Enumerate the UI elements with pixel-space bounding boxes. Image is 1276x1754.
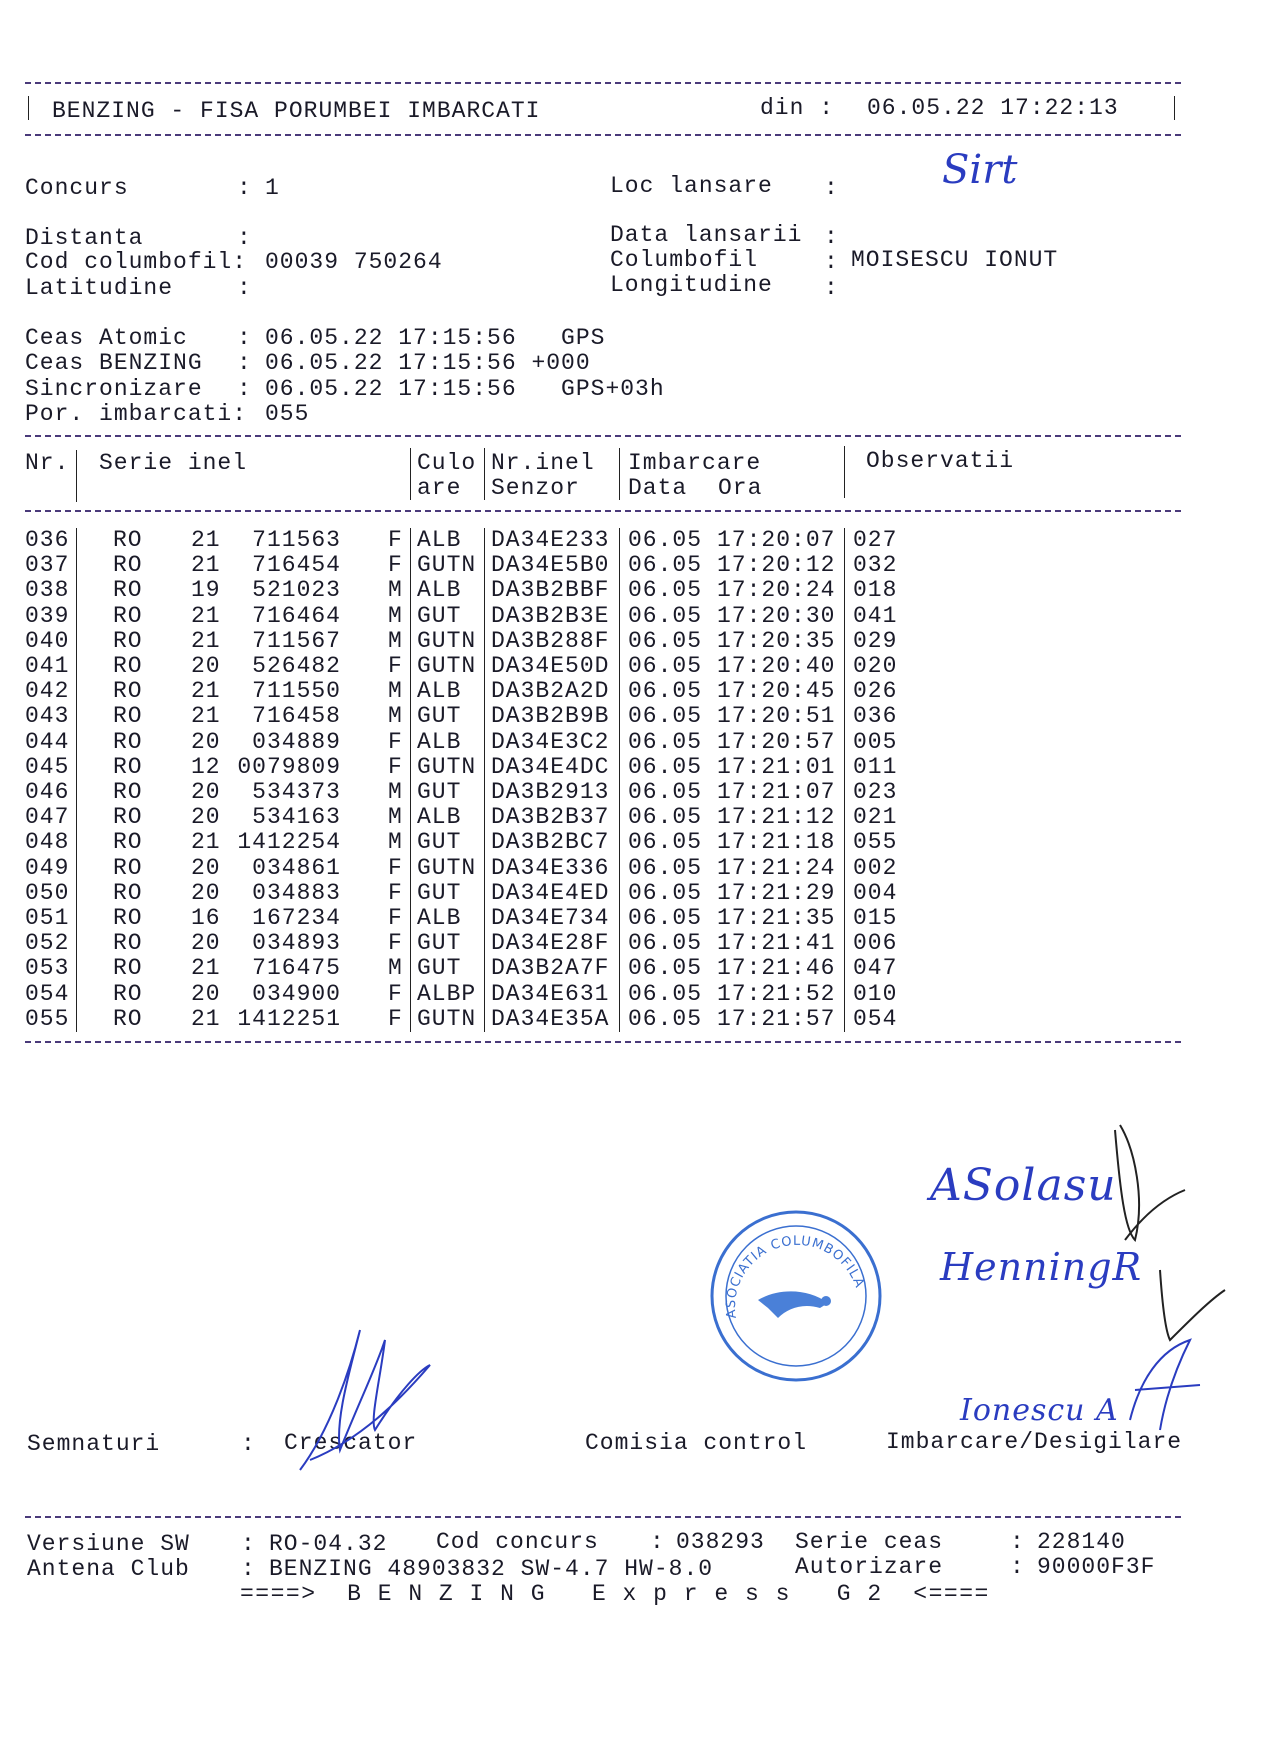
- cell-date: 06.05: [628, 955, 703, 982]
- colon: :: [241, 1531, 256, 1557]
- header-data: Data: [628, 475, 688, 501]
- cell-ring: 034883: [252, 879, 341, 906]
- cell-sex: F: [388, 905, 403, 931]
- table-row: [0, 957, 1276, 982]
- table-row: [0, 602, 1276, 630]
- table-row: [0, 753, 1276, 781]
- cell-time: 17:21:24: [717, 854, 836, 881]
- cell-country: RO: [113, 930, 143, 957]
- cell-date: 06.05: [628, 653, 703, 679]
- serie-ceas-label: Serie ceas: [795, 1529, 944, 1555]
- colon: :: [650, 1529, 665, 1555]
- autorizare-value: 90000F3F: [1037, 1554, 1156, 1580]
- cell-country: RO: [113, 552, 143, 579]
- cell-nr: 046: [25, 779, 70, 805]
- cell-sensor: DA34E734: [491, 905, 610, 931]
- cell-ring: 526482: [252, 653, 341, 679]
- cell-year: 21: [191, 527, 221, 553]
- cell-ring: 034889: [252, 728, 341, 755]
- divider: [25, 134, 1181, 136]
- cell-time: 17:21:41: [717, 930, 836, 957]
- cell-color: ALBP: [417, 980, 477, 1007]
- cell-sensor: DA34E28F: [491, 930, 610, 957]
- data-lansarii-label: Data lansarii: [610, 222, 803, 248]
- concurs-value: 1: [265, 175, 280, 201]
- cell-sensor: DA3B2B9B: [491, 703, 610, 730]
- cell-country: RO: [113, 703, 143, 730]
- cell-year: 21: [191, 955, 221, 982]
- cell-color: ALB: [417, 804, 462, 831]
- table-row: [0, 1005, 1276, 1033]
- table-row: [0, 705, 1276, 730]
- cell-time: 17:20:24: [717, 577, 836, 604]
- header-nr-inel: Nr.inel: [491, 450, 595, 476]
- cell-nr: 036: [25, 527, 70, 553]
- cell-obs: 002: [853, 854, 898, 881]
- cell-year: 20: [191, 653, 221, 679]
- cell-time: 17:20:30: [717, 602, 836, 629]
- cell-time: 17:21:46: [717, 955, 836, 982]
- svg-text:HenningR: HenningR: [940, 1245, 1143, 1289]
- cod-concurs-label: Cod concurs: [436, 1529, 599, 1555]
- cell-time: 17:21:35: [717, 905, 836, 931]
- cell-ring: 716464: [252, 602, 341, 629]
- cell-sensor: DA34E35A: [491, 1005, 610, 1032]
- document-title: BENZING - FISA PORUMBEI IMBARCATI: [52, 98, 541, 124]
- cell-obs: 026: [853, 678, 898, 705]
- cell-country: RO: [113, 779, 143, 805]
- colon: :: [1010, 1554, 1025, 1580]
- colon: :: [237, 376, 252, 402]
- cell-obs: 041: [853, 602, 898, 629]
- cell-sex: M: [388, 703, 403, 730]
- serie-ceas-value: 228140: [1037, 1529, 1126, 1555]
- cell-color: ALB: [417, 728, 462, 755]
- versiune-sw-label: Versiune SW: [27, 1531, 190, 1557]
- cell-year: 21: [191, 829, 221, 856]
- cell-year: 20: [191, 980, 221, 1007]
- sincronizare-label: Sincronizare: [25, 376, 203, 402]
- cell-nr: 050: [25, 879, 70, 906]
- cell-sex: F: [388, 728, 403, 755]
- cell-sensor: DA3B2913: [491, 779, 610, 805]
- header-culoare-2: are: [417, 475, 462, 501]
- colon: :: [824, 175, 839, 201]
- table-row: [0, 980, 1276, 1008]
- cell-time: 17:21:57: [717, 1005, 836, 1032]
- cell-nr: 045: [25, 753, 70, 780]
- table-row: [0, 907, 1276, 932]
- latitudine-label: Latitudine: [25, 275, 174, 301]
- cell-nr: 051: [25, 905, 70, 931]
- table-row: [0, 680, 1276, 705]
- cell-country: RO: [113, 753, 143, 780]
- antena-club-value: BENZING 48903832 SW-4.7 HW-8.0: [269, 1556, 714, 1582]
- cell-sex: M: [388, 678, 403, 705]
- cell-ring: 0079809: [237, 753, 341, 780]
- cell-sensor: DA3B2B3E: [491, 602, 610, 629]
- cell-country: RO: [113, 678, 143, 705]
- cell-sex: M: [388, 804, 403, 831]
- cell-sensor: DA3B2BC7: [491, 829, 610, 856]
- header-senzor: Senzor: [491, 475, 580, 501]
- antena-club-label: Antena Club: [27, 1556, 190, 1582]
- table-row: [0, 831, 1276, 856]
- cell-color: GUT: [417, 779, 462, 805]
- cell-country: RO: [113, 980, 143, 1007]
- cell-obs: 010: [853, 980, 898, 1007]
- columbofil-label: Columbofil: [610, 247, 759, 273]
- cell-nr: 039: [25, 602, 70, 629]
- cell-sensor: DA3B2A7F: [491, 955, 610, 982]
- por-imbarcati-value: 055: [265, 401, 310, 427]
- cell-nr: 040: [25, 627, 70, 654]
- svg-text:Ionescu A: Ionescu A: [960, 1393, 1119, 1428]
- crescator-label: Crescator: [284, 1430, 418, 1456]
- din-label: din :: [760, 95, 835, 121]
- cell-year: 16: [191, 905, 221, 931]
- cell-country: RO: [113, 653, 143, 679]
- cell-date: 06.05: [628, 1005, 703, 1032]
- sincronizare-value: 06.05.22 17:15:56 GPS+03h: [265, 376, 665, 402]
- versiune-sw-value: RO-04.32: [269, 1531, 388, 1557]
- cell-sensor: DA3B2BBF: [491, 577, 610, 604]
- cell-date: 06.05: [628, 753, 703, 780]
- cell-obs: 055: [853, 829, 898, 856]
- cell-obs: 020: [853, 653, 898, 679]
- cell-time: 17:20:40: [717, 653, 836, 679]
- cell-country: RO: [113, 1005, 143, 1032]
- cell-ring: 1412251: [237, 1005, 341, 1032]
- cell-year: 20: [191, 879, 221, 906]
- cell-time: 17:21:18: [717, 829, 836, 856]
- table-row: [0, 806, 1276, 831]
- cell-time: 17:21:29: [717, 879, 836, 906]
- cell-sensor: DA34E3C2: [491, 728, 610, 755]
- table-row: [0, 554, 1276, 579]
- semnaturi-label: Semnaturi: [27, 1431, 161, 1457]
- cell-sensor: DA34E233: [491, 527, 610, 553]
- colon: :: [1010, 1529, 1025, 1555]
- cell-year: 19: [191, 577, 221, 604]
- loc-lansare-label: Loc lansare: [610, 173, 773, 199]
- colon: :: [824, 249, 839, 275]
- ceas-atomic-label: Ceas Atomic: [25, 325, 188, 351]
- cell-country: RO: [113, 602, 143, 629]
- cell-country: RO: [113, 804, 143, 831]
- por-imbarcati-label: Por. imbarcati:: [25, 401, 248, 427]
- cell-nr: 041: [25, 653, 70, 679]
- imbarcare-desigilare-label: Imbarcare/Desigilare: [886, 1429, 1183, 1455]
- svg-text:ASOCIATIA COLUMBOFILA: ASOCIATIA COLUMBOFILA: [723, 1233, 867, 1320]
- crescator-signature: [290, 1310, 440, 1480]
- cell-color: GUTN: [417, 854, 477, 881]
- cell-time: 17:20:35: [717, 627, 836, 654]
- cell-date: 06.05: [628, 854, 703, 881]
- longitudine-label: Longitudine: [610, 272, 773, 298]
- cell-time: 17:20:57: [717, 728, 836, 755]
- cell-obs: 011: [853, 753, 898, 780]
- print-datetime: 06.05.22 17:22:13: [867, 95, 1119, 121]
- cell-sex: M: [388, 829, 403, 856]
- cell-color: GUTN: [417, 753, 477, 780]
- svg-text:ASolasu: ASolasu: [930, 1160, 1117, 1211]
- cell-obs: 036: [853, 703, 898, 730]
- cell-sex: F: [388, 552, 403, 579]
- cell-color: ALB: [417, 527, 462, 553]
- cell-obs: 054: [853, 1005, 898, 1032]
- cell-date: 06.05: [628, 527, 703, 553]
- cell-time: 17:21:52: [717, 980, 836, 1007]
- cell-sex: M: [388, 779, 403, 805]
- divider: [25, 1041, 1181, 1043]
- benzing-express-banner: ====> B E N Z I N G E x p r e s s G 2 <====: [240, 1581, 990, 1607]
- cell-nr: 043: [25, 703, 70, 730]
- cell-nr: 037: [25, 552, 70, 579]
- cell-year: 21: [191, 678, 221, 705]
- cell-sensor: DA34E4DC: [491, 753, 610, 780]
- cell-sensor: DA34E5B0: [491, 552, 610, 579]
- cell-year: 21: [191, 627, 221, 654]
- cell-nr: 038: [25, 577, 70, 604]
- loc-lansare-handwritten: Sirt: [942, 147, 1018, 193]
- ceas-benzing-value: 06.05.22 17:15:56 +000: [265, 350, 591, 376]
- cell-ring: 034861: [252, 854, 341, 881]
- cell-sex: F: [388, 753, 403, 780]
- cell-date: 06.05: [628, 703, 703, 730]
- cell-country: RO: [113, 955, 143, 982]
- cod-columbofil-label: Cod columbofil:: [25, 249, 248, 275]
- cell-sensor: DA3B2A2D: [491, 678, 610, 705]
- cell-color: GUT: [417, 602, 462, 629]
- cell-year: 12: [191, 753, 221, 780]
- cell-sex: F: [388, 854, 403, 881]
- colon: :: [824, 275, 839, 301]
- cell-color: GUT: [417, 955, 462, 982]
- cell-nr: 055: [25, 1005, 70, 1032]
- cell-date: 06.05: [628, 879, 703, 906]
- cell-sex: M: [388, 577, 403, 604]
- cell-year: 21: [191, 552, 221, 579]
- cell-color: GUTN: [417, 627, 477, 654]
- cell-date: 06.05: [628, 779, 703, 805]
- cell-ring: 716475: [252, 955, 341, 982]
- colon: :: [237, 225, 252, 251]
- cell-date: 06.05: [628, 980, 703, 1007]
- cell-date: 06.05: [628, 602, 703, 629]
- cell-time: 17:20:07: [717, 527, 836, 553]
- colon: :: [241, 1431, 256, 1457]
- cell-date: 06.05: [628, 728, 703, 755]
- club-stamp: [708, 1208, 888, 1388]
- cell-sex: F: [388, 653, 403, 679]
- cell-year: 21: [191, 602, 221, 629]
- cell-nr: 042: [25, 678, 70, 705]
- colon: :: [237, 275, 252, 301]
- cell-nr: 052: [25, 930, 70, 957]
- table-row: [0, 529, 1276, 554]
- colon: :: [237, 350, 252, 376]
- cell-nr: 049: [25, 854, 70, 881]
- cell-color: GUTN: [417, 552, 477, 579]
- cell-country: RO: [113, 879, 143, 906]
- cell-color: GUTN: [417, 1005, 477, 1032]
- cod-concurs-value: 038293: [676, 1529, 765, 1555]
- cell-time: 17:20:45: [717, 678, 836, 705]
- cell-date: 06.05: [628, 829, 703, 856]
- cell-sex: M: [388, 955, 403, 982]
- cell-obs: 006: [853, 930, 898, 957]
- cell-date: 06.05: [628, 930, 703, 957]
- cell-nr: 054: [25, 980, 70, 1007]
- header-observatii: Observatii: [866, 448, 1015, 474]
- header-ora: Ora: [718, 475, 763, 501]
- cell-obs: 018: [853, 577, 898, 604]
- cell-nr: 044: [25, 728, 70, 755]
- cell-country: RO: [113, 728, 143, 755]
- comisia-control-label: Comisia control: [585, 1430, 808, 1456]
- table-row: [0, 879, 1276, 907]
- cell-time: 17:21:01: [717, 753, 836, 780]
- divider: [25, 1516, 1181, 1518]
- cell-color: ALB: [417, 678, 462, 705]
- cell-year: 20: [191, 930, 221, 957]
- cell-date: 06.05: [628, 804, 703, 831]
- cell-obs: 032: [853, 552, 898, 579]
- cell-obs: 004: [853, 879, 898, 906]
- cell-ring: 711567: [252, 627, 341, 654]
- colon: :: [237, 325, 252, 351]
- cell-country: RO: [113, 577, 143, 604]
- cell-country: RO: [113, 854, 143, 881]
- cell-ring: 167234: [252, 905, 341, 931]
- concurs-label: Concurs: [25, 175, 129, 201]
- cell-time: 17:21:12: [717, 804, 836, 831]
- table-row: [0, 932, 1276, 957]
- cell-sex: M: [388, 627, 403, 654]
- cell-sex: F: [388, 980, 403, 1007]
- header-serie-inel: Serie inel: [99, 450, 248, 476]
- cell-time: 17:20:51: [717, 703, 836, 730]
- header-culoare: Culo: [417, 450, 477, 476]
- cell-obs: 005: [853, 728, 898, 755]
- header-nr: Nr.: [25, 450, 70, 476]
- cell-year: 20: [191, 779, 221, 805]
- cell-year: 21: [191, 1005, 221, 1032]
- cell-date: 06.05: [628, 552, 703, 579]
- cell-ring: 034893: [252, 930, 341, 957]
- cell-sensor: DA3B288F: [491, 627, 610, 654]
- ceas-benzing-label: Ceas BENZING: [25, 350, 203, 376]
- cell-country: RO: [113, 627, 143, 654]
- table-row: [0, 728, 1276, 756]
- divider: [25, 435, 1181, 437]
- cell-sex: F: [388, 879, 403, 906]
- cell-obs: 021: [853, 804, 898, 831]
- cell-ring: 534163: [252, 804, 341, 831]
- cell-date: 06.05: [628, 577, 703, 604]
- distanta-label: Distanta: [25, 225, 144, 251]
- divider: [25, 82, 1181, 84]
- table-row: [0, 655, 1276, 680]
- cell-ring: 716454: [252, 552, 341, 579]
- cell-color: GUT: [417, 703, 462, 730]
- colon: :: [237, 175, 252, 201]
- cell-color: GUTN: [417, 653, 477, 679]
- cell-sensor: DA34E50D: [491, 653, 610, 679]
- cell-sex: F: [388, 930, 403, 957]
- cell-year: 20: [191, 804, 221, 831]
- cell-nr: 047: [25, 804, 70, 831]
- table-row: [0, 579, 1276, 604]
- cell-color: ALB: [417, 577, 462, 604]
- header-imbarcare: Imbarcare: [628, 450, 762, 476]
- cell-time: 17:21:07: [717, 779, 836, 805]
- cell-country: RO: [113, 527, 143, 553]
- cell-color: GUT: [417, 879, 462, 906]
- table-row: [0, 854, 1276, 882]
- cell-year: 20: [191, 728, 221, 755]
- divider: [25, 510, 1181, 512]
- cell-sensor: DA34E336: [491, 854, 610, 881]
- cell-date: 06.05: [628, 627, 703, 654]
- table-row: [0, 781, 1276, 806]
- columbofil-value: MOISESCU IONUT: [851, 247, 1059, 273]
- colon: :: [241, 1556, 256, 1582]
- cell-year: 20: [191, 854, 221, 881]
- cell-obs: 047: [853, 955, 898, 982]
- cell-obs: 027: [853, 527, 898, 553]
- committee-signatures: [920, 1110, 1240, 1440]
- cell-year: 21: [191, 703, 221, 730]
- cell-obs: 029: [853, 627, 898, 654]
- ceas-atomic-value: 06.05.22 17:15:56 GPS: [265, 325, 606, 351]
- cell-sensor: DA3B2B37: [491, 804, 610, 831]
- cell-ring: 1412254: [237, 829, 341, 856]
- cell-ring: 716458: [252, 703, 341, 730]
- colon: :: [824, 224, 839, 250]
- cell-country: RO: [113, 829, 143, 856]
- cell-sex: M: [388, 602, 403, 629]
- cell-sensor: DA34E631: [491, 980, 610, 1007]
- cell-nr: 048: [25, 829, 70, 856]
- cell-obs: 015: [853, 905, 898, 931]
- cell-ring: 711563: [252, 527, 341, 553]
- cell-sensor: DA34E4ED: [491, 879, 610, 906]
- cell-obs: 023: [853, 779, 898, 805]
- cell-country: RO: [113, 905, 143, 931]
- table-row: [0, 627, 1276, 655]
- cell-date: 06.05: [628, 905, 703, 931]
- cell-sex: F: [388, 1005, 403, 1032]
- cell-nr: 053: [25, 955, 70, 982]
- cell-time: 17:20:12: [717, 552, 836, 579]
- cell-color: GUT: [417, 930, 462, 957]
- cell-date: 06.05: [628, 678, 703, 705]
- cod-columbofil-value: 00039 750264: [265, 249, 443, 275]
- cell-ring: 034900: [252, 980, 341, 1007]
- autorizare-label: Autorizare: [795, 1554, 944, 1580]
- cell-ring: 534373: [252, 779, 341, 805]
- cell-color: ALB: [417, 905, 462, 931]
- cell-ring: 711550: [252, 678, 341, 705]
- cell-ring: 521023: [252, 577, 341, 604]
- cell-sex: F: [388, 527, 403, 553]
- cell-color: GUT: [417, 829, 462, 856]
